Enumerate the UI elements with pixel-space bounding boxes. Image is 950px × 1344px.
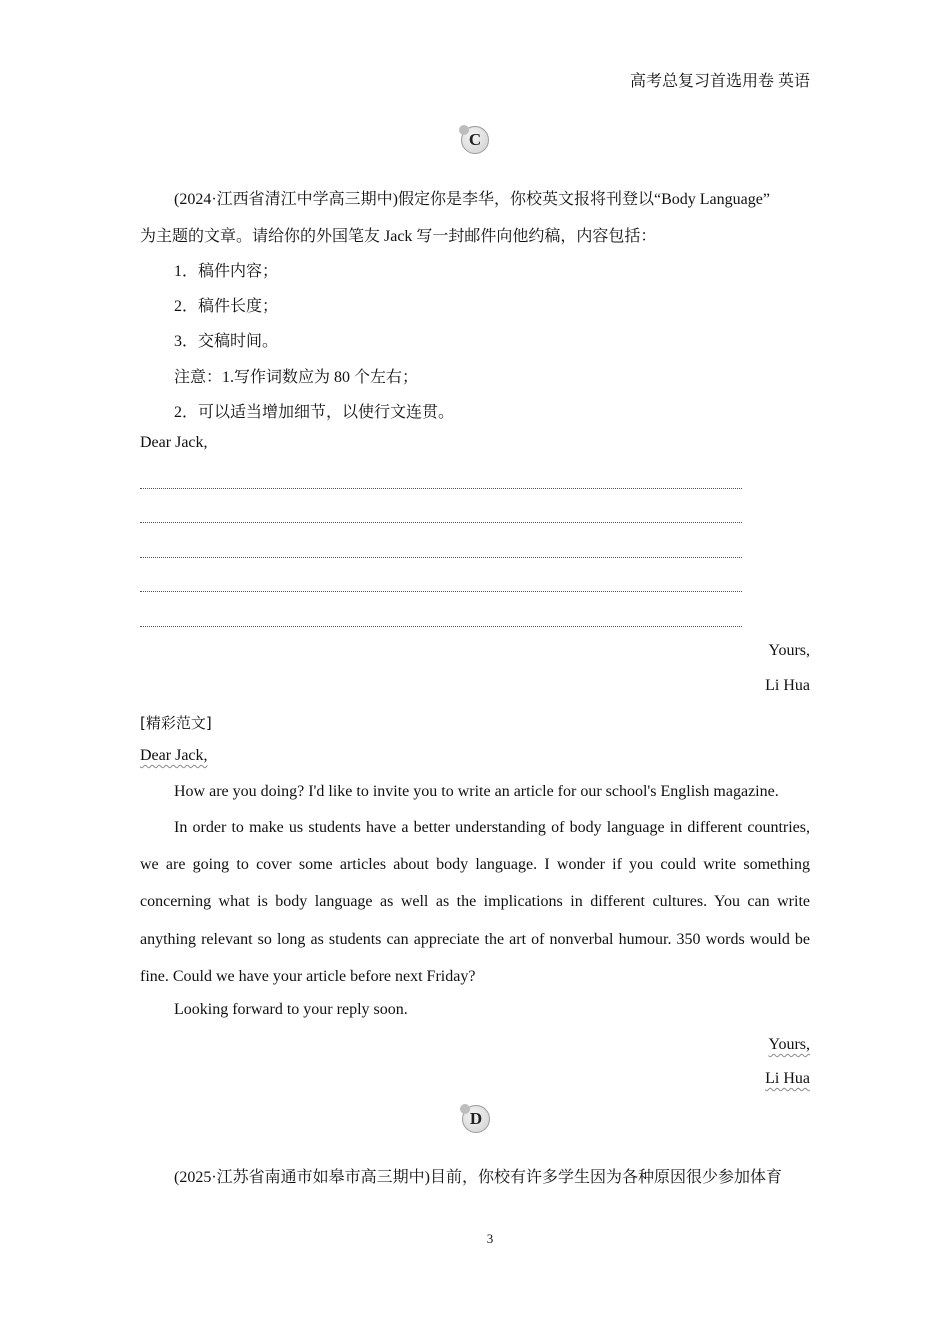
- letter-salutation: Dear Jack,: [140, 434, 208, 451]
- page-number: 3: [486, 1231, 494, 1246]
- sample-salutation: [140, 747, 208, 765]
- requirement-item: 3．交稿时间。: [174, 333, 279, 350]
- note-item: 注意：1.写作词数应为 80 个左右；: [174, 369, 419, 386]
- letter-closing: Yours,: [768, 642, 810, 659]
- section-c-badge: [461, 126, 489, 154]
- note-item: 2．可以适当增加细节，以使行文连贯。: [174, 404, 455, 421]
- section-d-badge: [462, 1105, 490, 1133]
- answer-line[interactable]: [140, 522, 742, 523]
- answer-line[interactable]: [140, 488, 742, 489]
- sample-label: [精彩范文]: [140, 714, 212, 732]
- sample-paragraph-3: Looking forward to your reply soon.: [174, 1001, 408, 1018]
- sample-closing-text: Yours,: [768, 1036, 810, 1053]
- answer-line[interactable]: [140, 626, 742, 627]
- sample-paragraph-1: How are you doing? I'd like to invite you to write an article for our school's English magazine.: [174, 783, 779, 800]
- section-d-prompt: (2025·江苏省南通市如皋市高三期中)目前，你校有许多学生因为各种原因很少参加体育: [174, 1169, 782, 1186]
- prompt-line-2: 为主题的文章。请给你的外国笔友 Jack 写一封邮件向他约稿，内容包括：: [140, 228, 657, 245]
- answer-line[interactable]: [140, 557, 742, 558]
- sample-paragraph-2: In order to make us students have a better understanding of body language in different countries, we are going to cover some articles about body language. I wonder if you could write something concerning what is body language as well as the implications in different cultures. You can write anything relevant so long as students can appreciate the art of nonverbal humour. 350 words would be fine. Could we have your article before next Friday?: [140, 819, 810, 985]
- running-header: 高考总复习首选用卷 英语: [629, 73, 810, 90]
- answer-line[interactable]: [140, 591, 742, 592]
- sample-signature-text: Li Hua: [765, 1070, 810, 1087]
- sample-salutation-text: Dear Jack,: [140, 747, 208, 764]
- letter-signature: Li Hua: [765, 677, 810, 694]
- sample-signature: [765, 1070, 810, 1088]
- requirement-item: 1．稿件内容；: [174, 263, 279, 280]
- section-c-letter: C: [468, 130, 482, 149]
- section-d-letter: D: [469, 1109, 483, 1128]
- requirement-item: 2．稿件长度；: [174, 298, 279, 315]
- section-c-prompt: [140, 186, 810, 209]
- sample-closing: [768, 1036, 810, 1054]
- prompt-line-1: (2024·江西省清江中学高三期中)假定你是李华，你校英文报将刊登以“Body Language”: [174, 191, 770, 208]
